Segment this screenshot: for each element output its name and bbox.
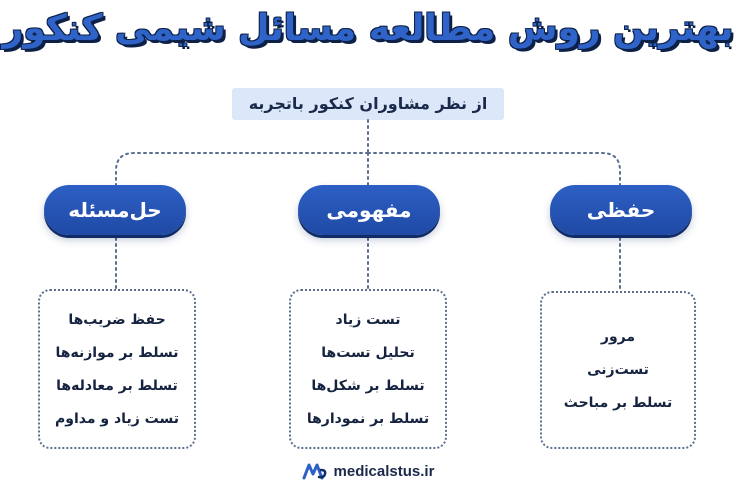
- category-pill-problem-solving: حل‌مسئله: [44, 185, 186, 235]
- list-item: تست‌ زیاد: [335, 311, 401, 328]
- category-pill-conceptual: مفهومی: [298, 185, 440, 235]
- category-pill-memorization: حفظی: [550, 185, 692, 235]
- page-title: بهترین روش مطالعه مسائل شیمی کنکور: [2, 8, 734, 49]
- list-item: تست زیاد و مداوم: [55, 410, 179, 427]
- list-item: تحلیل‌ تست‌ها: [321, 344, 415, 361]
- list-item: تست‌زنی: [587, 362, 649, 378]
- list-item: تسلط بر نمودارها: [306, 410, 430, 427]
- list-item: تسلط بر موازنه‌ها: [55, 344, 179, 361]
- list-item: تسلط بر مباحث: [563, 395, 673, 411]
- page-subtitle: از نظر مشاوران کنکور باتجربه: [232, 88, 504, 120]
- connector-branch-right: [368, 153, 620, 185]
- items-box-problem-solving: [38, 289, 196, 449]
- list-item: حفظ ضریب‌ها: [68, 311, 166, 328]
- list-item: تسلط بر معادله‌ها: [56, 377, 178, 394]
- footer: [0, 462, 736, 480]
- list-item: مرور: [600, 329, 636, 345]
- items-box-conceptual: [289, 289, 447, 449]
- items-box-memorization: [540, 291, 696, 449]
- medicalstus-logo-icon: [302, 462, 328, 480]
- list-item: تسلط بر شکل‌ها: [311, 377, 425, 394]
- footer-site-link[interactable]: medicalstus.ir: [333, 462, 435, 480]
- connector-branch-left: [116, 153, 368, 185]
